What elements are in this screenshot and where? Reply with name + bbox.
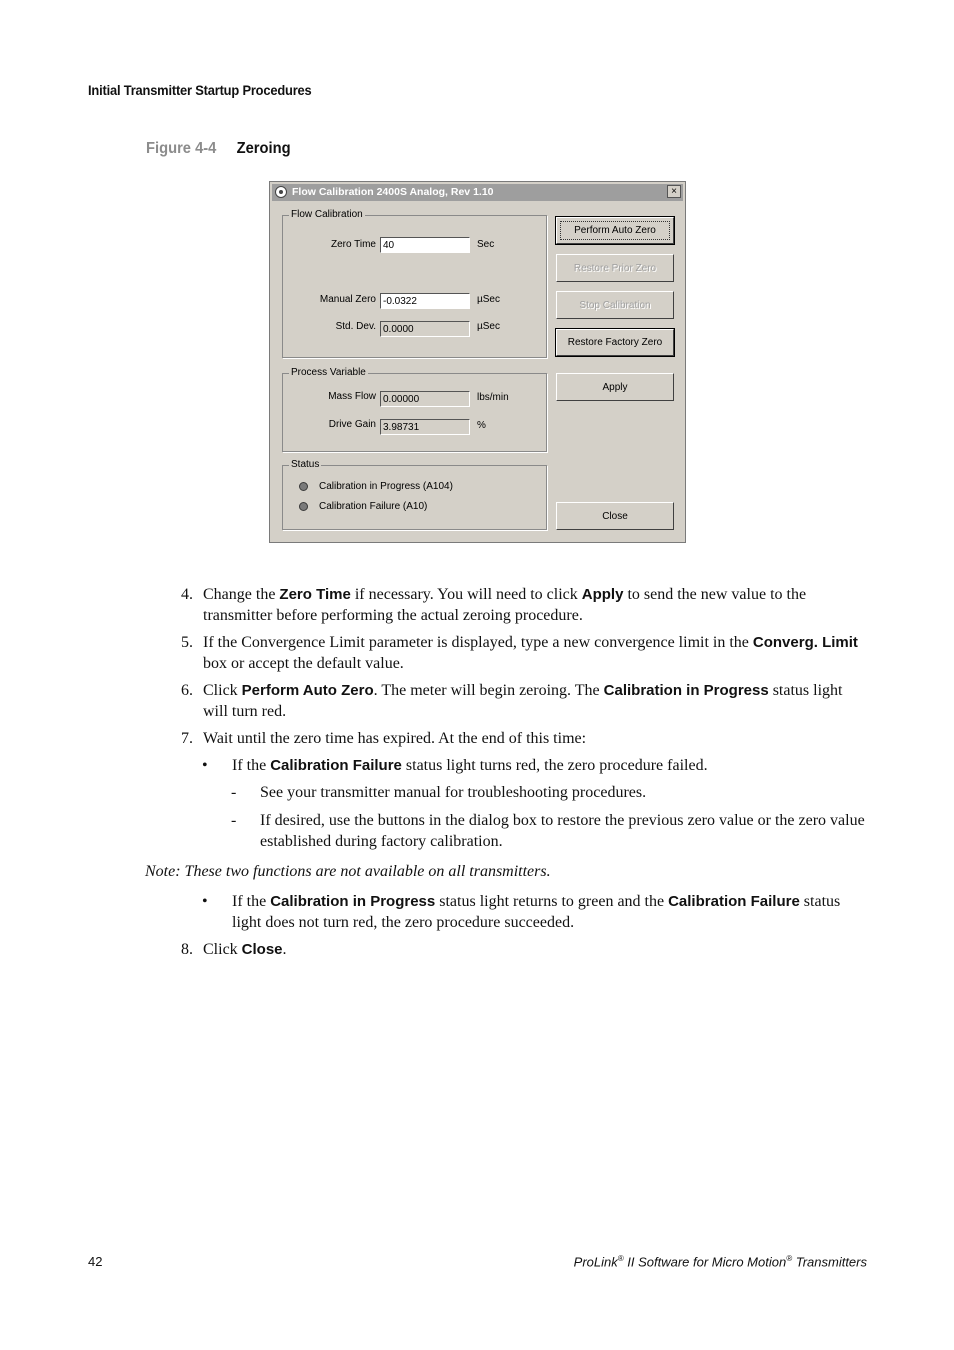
- dash-item-restore: [231, 810, 871, 852]
- perform-auto-zero-button[interactable]: [556, 217, 674, 244]
- text-run: status light turns red, the zero procedure failed.: [401, 757, 708, 774]
- std-dev-label: Std. Dev.: [335, 321, 376, 332]
- zero-time-input[interactable]: 40: [380, 237, 470, 253]
- page-number: 42: [88, 1254, 103, 1269]
- text-run: Click: [203, 941, 242, 958]
- ui-term: Close: [241, 941, 283, 958]
- mass-flow-unit: lbs/min: [477, 392, 509, 403]
- ui-term: Calibration in Progress: [270, 893, 436, 910]
- restore-prior-zero-label: Restore Prior Zero: [573, 263, 657, 274]
- stop-calibration-button[interactable]: [556, 291, 674, 319]
- ui-term: Calibration in Progress: [603, 682, 769, 699]
- registered-mark: ®: [786, 1254, 793, 1263]
- process-variable-group: [282, 367, 547, 452]
- bullet-text: [232, 755, 862, 776]
- text-run: if necessary. You will need to click: [350, 586, 582, 603]
- step-5: [181, 632, 871, 674]
- step-text: [203, 680, 871, 722]
- process-variable-legend: Process Variable: [291, 367, 366, 378]
- ui-term: Apply: [581, 586, 624, 603]
- bullet-calibration-success: [202, 891, 862, 933]
- text-run: Change the: [203, 586, 280, 603]
- footer-run: Transmitters: [792, 1254, 867, 1270]
- step-text: Wait until the zero time has expired. At the end of this time:: [203, 730, 587, 747]
- bullet-mark: •: [202, 893, 208, 910]
- status-calibration-failure: Calibration Failure (A10): [319, 501, 428, 512]
- status-group: [282, 459, 547, 530]
- mass-flow-label: Mass Flow: [328, 391, 376, 402]
- restore-prior-zero-button[interactable]: [556, 254, 674, 282]
- drive-gain-unit: %: [477, 420, 486, 431]
- zero-time-label: Zero Time: [330, 239, 376, 250]
- step-number: 8.: [181, 941, 193, 958]
- manual-zero-unit: µSec: [477, 294, 500, 305]
- text-run: . The meter will begin zeroing. The: [373, 682, 604, 699]
- bullet-calibration-failure: [202, 755, 862, 776]
- step-8: [181, 939, 871, 960]
- bullet-text: [232, 891, 862, 933]
- flow-calibration-group: [282, 209, 547, 358]
- note: Note: These two functions are not available on all transmitters.: [145, 863, 551, 880]
- manual-zero-input[interactable]: -0.0322: [380, 293, 470, 309]
- dialog-title: Flow Calibration 2400S Analog, Rev 1.10: [292, 186, 494, 198]
- text-run: If the Convergence Limit parameter is displayed, type a new convergence limit in the: [203, 634, 753, 651]
- text-run: status light will turn red.: [203, 682, 843, 720]
- figure-number: Figure 4-4: [146, 140, 217, 157]
- figure-title: Zeroing: [236, 140, 291, 157]
- flow-calibration-legend: Flow Calibration: [291, 209, 363, 220]
- text-run: Click: [203, 682, 242, 699]
- mass-flow-field: 0.00000: [380, 391, 470, 407]
- step-text: [203, 584, 871, 626]
- dash-item-troubleshooting: [231, 782, 871, 803]
- apply-button[interactable]: [556, 373, 674, 401]
- running-head: Initial Transmitter Startup Procedures: [88, 82, 312, 98]
- step-number: 5.: [181, 634, 193, 651]
- manual-zero-label: Manual Zero: [319, 294, 376, 305]
- dash-text: If desired, use the buttons in the dialog box to restore the previous zero value or the zero value established during factory calibration.: [260, 812, 865, 850]
- bullet-mark: •: [202, 757, 208, 774]
- step-number: 6.: [181, 682, 193, 699]
- close-label: Close: [602, 511, 628, 522]
- text-run: status light returns to green and the: [435, 893, 669, 910]
- ui-term: Perform Auto Zero: [241, 682, 374, 699]
- ui-term: Calibration Failure: [270, 757, 402, 774]
- registered-mark: ®: [617, 1254, 624, 1263]
- text-run: If the: [232, 893, 271, 910]
- status-light-icon: [299, 502, 308, 511]
- footer-title: [574, 1254, 867, 1269]
- status-calibration-in-progress: Calibration in Progress (A104): [319, 481, 453, 492]
- figure-caption: [146, 140, 291, 158]
- restore-factory-zero-button[interactable]: [556, 329, 674, 356]
- step-6: [181, 680, 871, 722]
- dash-text: See your transmitter manual for troubleshooting procedures.: [260, 784, 647, 801]
- restore-factory-zero-label: Restore Factory Zero: [567, 337, 663, 348]
- step-7: [181, 728, 871, 749]
- app-icon: [275, 186, 287, 198]
- std-dev-unit: µSec: [477, 321, 500, 332]
- text-run: If the: [232, 757, 271, 774]
- drive-gain-label: Drive Gain: [328, 419, 376, 430]
- status-legend: Status: [291, 459, 320, 470]
- footer-run: ProLink: [573, 1254, 618, 1270]
- ui-term: Zero Time: [279, 586, 351, 603]
- text-run: .: [282, 941, 287, 958]
- text-run: to send the new value to the transmitter before performing the actual zeroing procedure.: [203, 586, 807, 624]
- stop-calibration-label: Stop Calibration: [579, 300, 651, 311]
- step-number: 7.: [181, 730, 193, 747]
- close-button[interactable]: [556, 502, 674, 530]
- text-run: box or accept the default value.: [203, 655, 404, 672]
- ui-term: Converg. Limit: [752, 634, 858, 651]
- ui-term: Calibration Failure: [668, 893, 800, 910]
- dialog-titlebar: [272, 184, 683, 201]
- footer-run: II Software for Micro Motion: [623, 1254, 787, 1270]
- apply-label: Apply: [602, 382, 628, 393]
- step-text: [203, 632, 871, 674]
- zero-time-unit: Sec: [477, 239, 495, 250]
- perform-auto-zero-label: Perform Auto Zero: [574, 225, 656, 236]
- text-run: status light does not turn red, the zero procedure succeeded.: [232, 893, 841, 931]
- drive-gain-field: 3.98731: [380, 419, 470, 435]
- step-text: [203, 939, 871, 960]
- dash-mark: -: [231, 784, 237, 801]
- close-icon[interactable]: ×: [667, 185, 681, 198]
- std-dev-field: 0.0000: [380, 321, 470, 337]
- step-4: [181, 584, 871, 626]
- dash-mark: -: [231, 812, 237, 829]
- status-light-icon: [299, 482, 308, 491]
- flow-calibration-dialog: [269, 181, 686, 543]
- step-number: 4.: [181, 586, 193, 603]
